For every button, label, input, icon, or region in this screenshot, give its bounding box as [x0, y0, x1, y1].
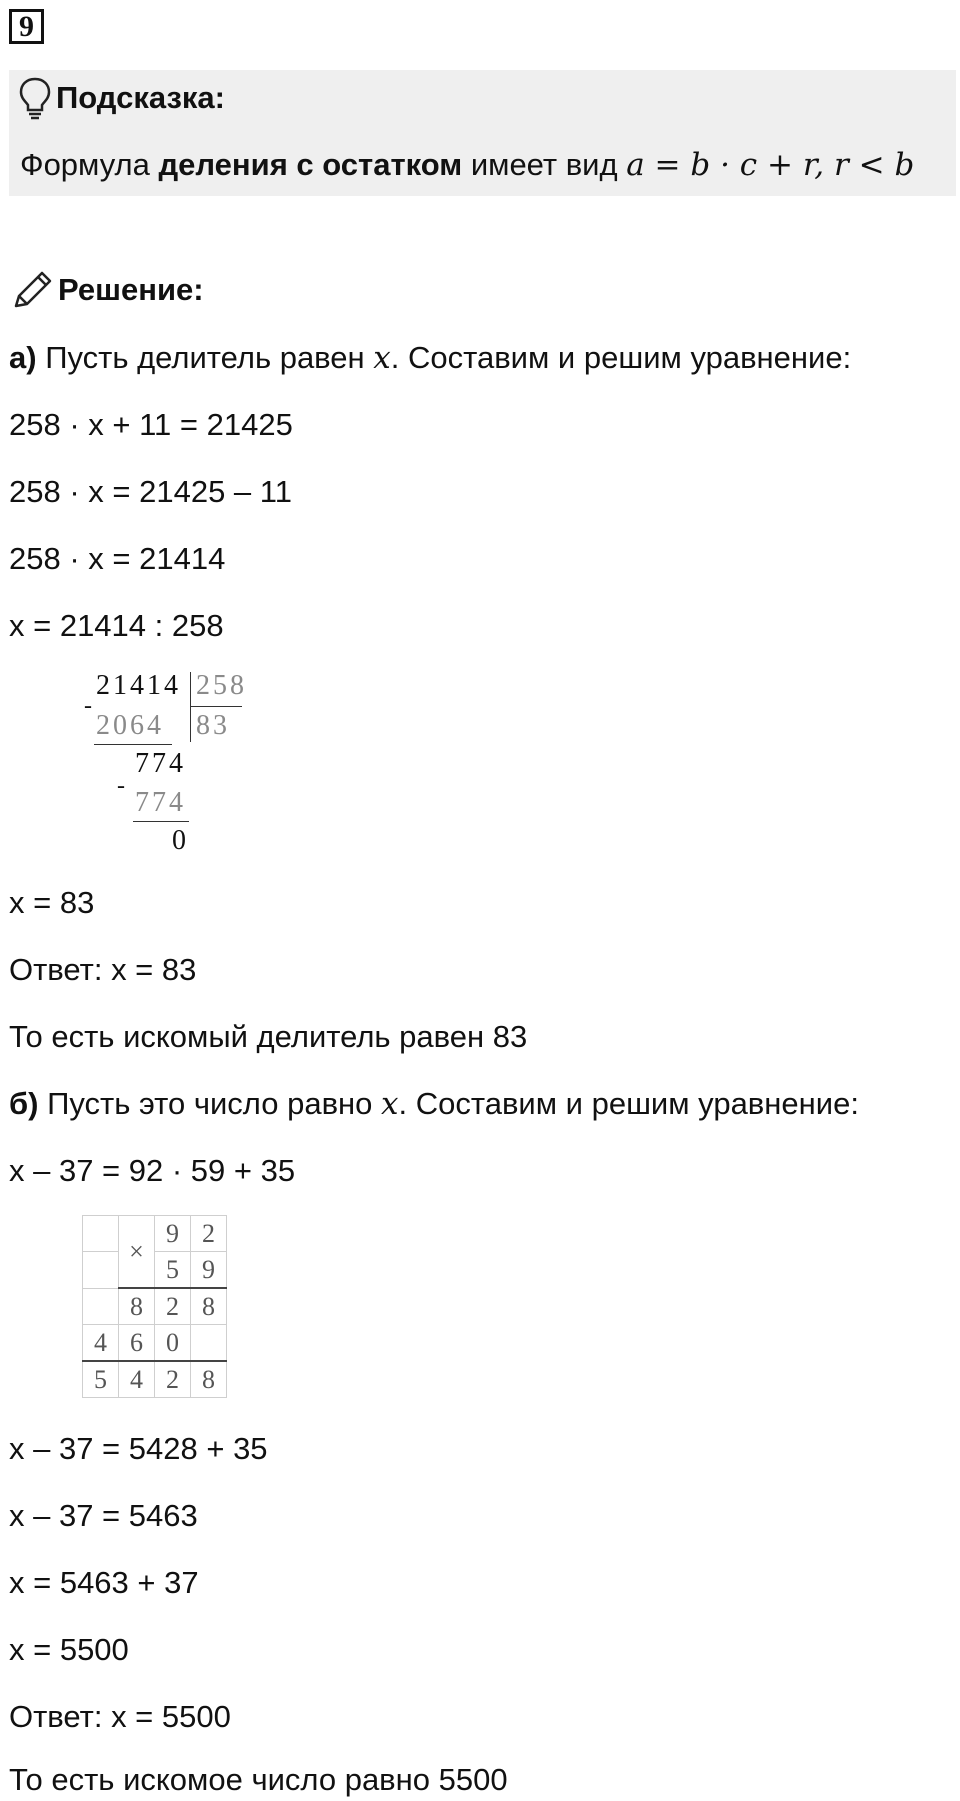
equation-a5: x = 83	[9, 885, 95, 920]
hint-formula: a = b · c + r, r < b	[626, 147, 915, 183]
equation-a3: 258 · x = 21414	[9, 541, 226, 576]
grid-cell	[191, 1325, 227, 1362]
pencil-icon	[10, 268, 54, 312]
subtraction-line-1	[94, 744, 172, 745]
subtrahend-1: 2064	[96, 710, 164, 741]
equation-b4: x = 5463 + 37	[9, 1565, 199, 1600]
hint-title: Подсказка:	[56, 80, 225, 115]
dividend: 21414	[96, 670, 181, 701]
task-number: 9	[9, 9, 44, 44]
equation-a2: 258 · x = 21425 – 11	[9, 474, 292, 509]
grid-row	[83, 1252, 227, 1289]
grid-cell: 2	[191, 1216, 227, 1252]
equation-b2: x – 37 = 5428 + 35	[9, 1431, 268, 1466]
grid-cell: 8	[191, 1361, 227, 1398]
equation-a4: x = 21414 : 258	[9, 608, 224, 643]
grid-row	[83, 1216, 227, 1252]
equation-b5: x = 5500	[9, 1632, 129, 1667]
equation-b1: x – 37 = 92 · 59 + 35	[9, 1153, 296, 1188]
grid-row	[83, 1325, 227, 1362]
grid-row	[83, 1361, 227, 1398]
grid-cell	[83, 1288, 119, 1325]
conclusion-b: То есть искомое число равно 5500	[9, 1762, 508, 1797]
grid-cell: 5	[83, 1361, 119, 1398]
answer-a: Ответ: x = 83	[9, 952, 197, 987]
equation-b3: x – 37 = 5463	[9, 1498, 198, 1533]
grid-cell: 4	[83, 1325, 119, 1362]
grid-cell: 8	[191, 1288, 227, 1325]
multiply-sign: ×	[119, 1216, 155, 1289]
grid-cell: 9	[191, 1252, 227, 1289]
grid-cell: 2	[155, 1361, 191, 1398]
hint-text: Формула деления с остатком имеет вид a = b · c + r, r < b	[20, 147, 915, 183]
grid-row	[83, 1288, 227, 1325]
minus-sign-2: -	[117, 773, 128, 799]
remainder-1: 774	[135, 748, 186, 779]
answer-b: Ответ: x = 5500	[9, 1699, 231, 1734]
minus-sign-1: -	[84, 693, 95, 719]
quotient: 83	[196, 710, 230, 741]
conclusion-a: То есть искомый делитель равен 83	[9, 1019, 528, 1054]
equation-a1: 258 · x + 11 = 21425	[9, 407, 293, 442]
quotient-line	[190, 706, 242, 707]
grid-cell: 6	[119, 1325, 155, 1362]
division-result: 0	[172, 825, 189, 856]
grid-cell: 4	[119, 1361, 155, 1398]
division-bar	[190, 672, 191, 742]
solution-title: Решение:	[58, 272, 204, 307]
grid-cell: 8	[119, 1288, 155, 1325]
grid-cell: 2	[155, 1288, 191, 1325]
grid-cell: 0	[155, 1325, 191, 1362]
multiplication-grid	[82, 1215, 227, 1398]
grid-cell	[83, 1252, 119, 1289]
divisor: 258	[196, 670, 247, 701]
part-b-intro: б) Пусть это число равно x. Составим и решим уравнение:	[9, 1086, 859, 1122]
lightbulb-icon	[18, 76, 52, 120]
subtrahend-2: 774	[135, 787, 186, 818]
grid-cell: 9	[155, 1216, 191, 1252]
grid-cell: 5	[155, 1252, 191, 1289]
subtraction-line-2	[133, 821, 189, 822]
grid-cell	[83, 1216, 119, 1252]
part-a-intro: а) Пусть делитель равен x. Составим и решим уравнение:	[9, 340, 852, 376]
